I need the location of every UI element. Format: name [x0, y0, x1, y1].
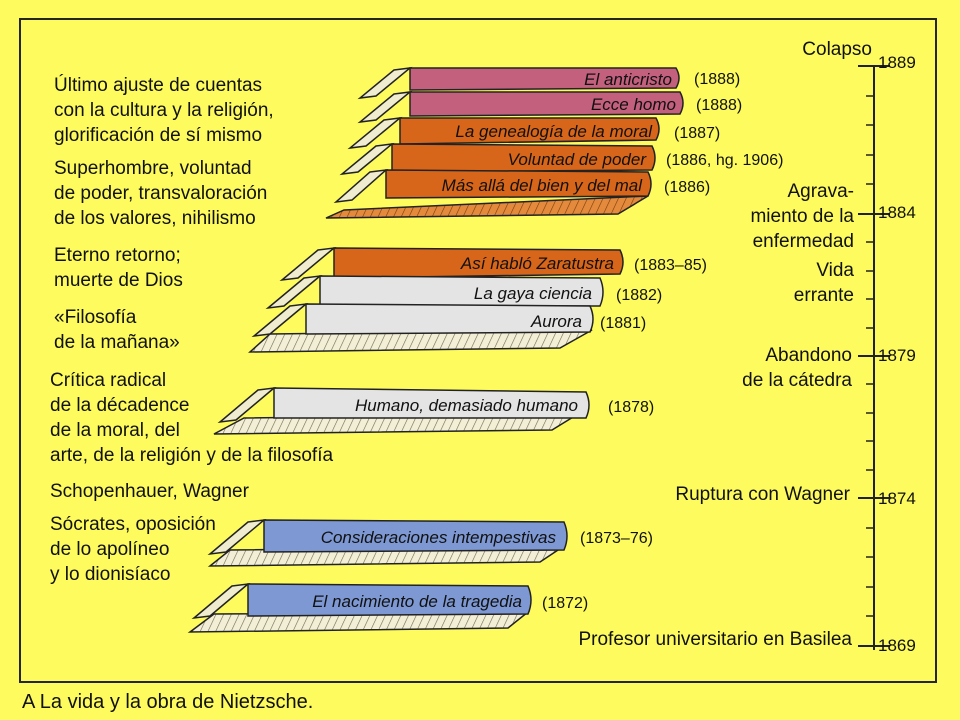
timeline-year: 1884: [878, 203, 916, 222]
book-title: El anticristo: [584, 70, 672, 89]
book-6-pages: [282, 248, 334, 280]
book-8-pages: [254, 304, 306, 336]
theme-label: Último ajuste de cuentas con la cultura y la religión, glorificación de sí mismo: [54, 75, 274, 146]
book-year: (1888): [694, 71, 741, 88]
life-event-label: Vida errante: [793, 260, 854, 306]
book-title: Voluntad de poder: [507, 150, 646, 169]
book-title: Ecce homo: [590, 95, 676, 114]
theme-label: «Filosofía de la mañana»: [54, 307, 180, 353]
timeline-year: 1874: [878, 489, 916, 508]
book-year: (1873–76): [580, 530, 653, 547]
book-title: Humano, demasiado humano: [354, 396, 578, 415]
book-year: (1886): [664, 179, 711, 196]
figure-caption: A La vida y la obra de Nietzsche.: [22, 691, 314, 713]
life-event-label: Profesor universitario en Basilea: [578, 629, 852, 650]
timeline-year: 1879: [878, 346, 916, 365]
timeline-year: 1869: [878, 636, 916, 655]
book-title: Más allá del bien y del mal: [441, 176, 642, 195]
book-year: (1883–85): [634, 257, 707, 274]
theme-label: Superhombre, voluntad de poder, transvaloración de los valores, nihilismo: [54, 158, 268, 229]
book-year: (1872): [542, 595, 589, 612]
book-11-pages: [194, 584, 248, 618]
theme-label: Schopenhauer, Wagner: [50, 481, 249, 502]
book-year: (1888): [696, 97, 743, 114]
book-title: La gaya ciencia: [473, 284, 592, 303]
life-event-label: Colapso: [802, 39, 872, 60]
book-year: (1881): [600, 315, 647, 332]
book-7-pages: [268, 276, 320, 308]
stack-1-base: [326, 196, 648, 218]
book-year: (1882): [616, 287, 663, 304]
book-title: La genealogía de la moral: [455, 122, 652, 141]
book-10-pages: [210, 520, 264, 554]
theme-label: Crítica radical de la décadence de la moral, del arte, de la religión y de la filosofía: [50, 370, 334, 466]
book-year: (1878): [608, 399, 655, 416]
book-title: El nacimiento de la tragedia: [312, 592, 522, 611]
theme-label: Sócrates, oposición de lo apolíneo y lo dionisíaco: [50, 514, 216, 585]
book-5-pages: [336, 170, 386, 202]
life-event-label: Abandono de la cátedra: [742, 345, 852, 391]
book-title: Así habló Zaratustra: [460, 254, 614, 273]
timeline-year: 1889: [878, 53, 916, 72]
theme-label: Eterno retorno; muerte de Dios: [54, 245, 183, 291]
life-event-label: Agrava- miento de la enfermedad: [750, 181, 854, 252]
book-year: (1887): [674, 125, 721, 142]
life-event-label: Ruptura con Wagner: [675, 484, 850, 505]
book-title: Aurora: [530, 312, 582, 331]
book-year: (1886, hg. 1906): [666, 152, 784, 169]
book-title: Consideraciones intempestivas: [320, 528, 556, 547]
